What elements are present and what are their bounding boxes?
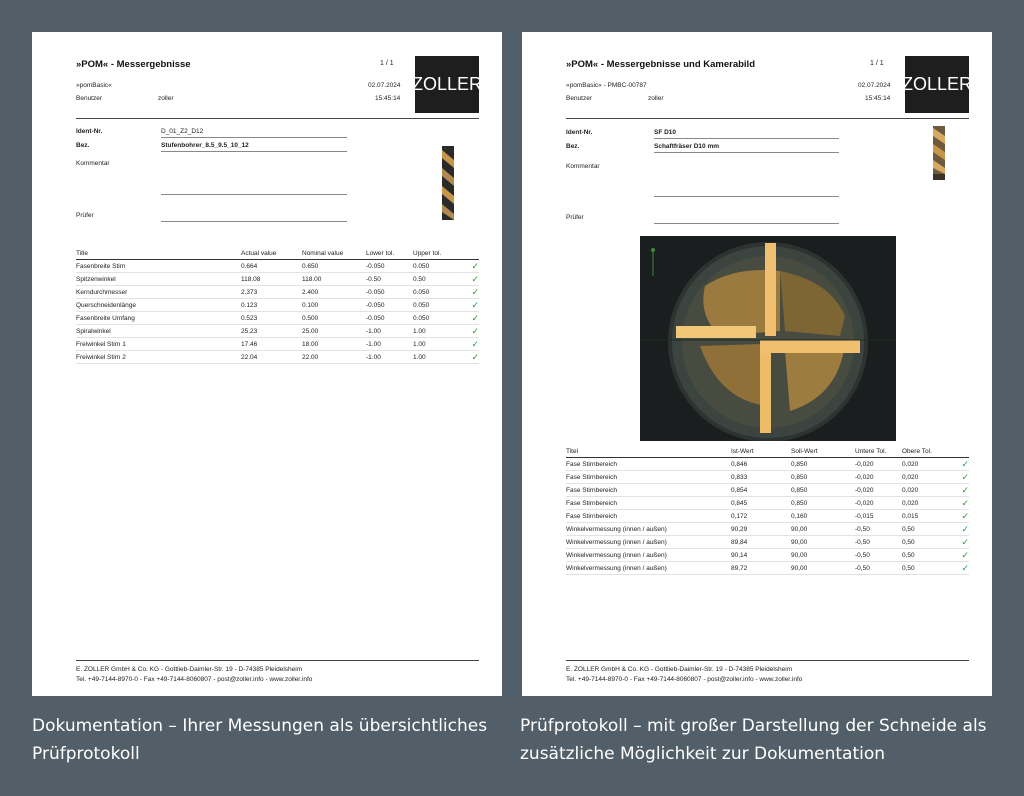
table-row (76, 351, 479, 364)
app-name: »pomBasic« - PMBC-00787 (566, 82, 647, 89)
check-icon: ✓ (463, 260, 479, 273)
cell-lower: -0,50 (855, 562, 902, 575)
page-number: 1 / 1 (380, 60, 394, 67)
col-lower: Untere Tol. (855, 446, 902, 458)
report-page-measurements (32, 32, 502, 696)
cell-upper: 0,50 (902, 536, 953, 549)
cell-nominal: 90,00 (791, 562, 855, 575)
check-icon: ✓ (953, 510, 969, 523)
check-icon: ✓ (953, 562, 969, 575)
cell-title: Freiwinkel Stirn 1 (76, 338, 241, 351)
cell-actual: 118.08 (241, 273, 302, 286)
cell-title: Winkelvermessung (innen / außen) (566, 562, 731, 575)
caption-left: Dokumentation – Ihrer Messungen als übersichtliches Prüfprotokoll (32, 716, 488, 764)
bez-value: Schaftfräser D10 mm (654, 143, 720, 150)
cell-upper: 0,020 (902, 497, 953, 510)
cell-title: Freiwinkel Stirn 2 (76, 351, 241, 364)
table-row (76, 286, 479, 299)
cell-nominal: 118.00 (302, 273, 366, 286)
cell-upper: 0.050 (413, 312, 463, 325)
col-actual: Actual value (241, 248, 302, 260)
cell-title: Fase Stirnbereich (566, 471, 731, 484)
cell-actual: 25.23 (241, 325, 302, 338)
check-icon: ✓ (953, 497, 969, 510)
cell-lower: -0,015 (855, 510, 902, 523)
check-icon: ✓ (463, 286, 479, 299)
kommentar-line (654, 196, 839, 197)
cell-lower: -1.00 (366, 351, 413, 364)
header-divider (76, 118, 479, 119)
user-label: Benutzer (76, 95, 103, 102)
cell-title: Fase Stirnbereich (566, 484, 731, 497)
cell-upper: 0,020 (902, 458, 953, 471)
table-row (566, 458, 969, 471)
table-row (566, 510, 969, 523)
cell-actual: 0.523 (241, 312, 302, 325)
cell-title: Winkelvermessung (innen / außen) (566, 549, 731, 562)
cell-title: Querschneidenlänge (76, 299, 241, 312)
cell-upper: 0.050 (413, 260, 463, 273)
bez-underline (654, 152, 839, 153)
page-number: 1 / 1 (870, 60, 884, 67)
check-icon: ✓ (953, 471, 969, 484)
cell-upper: 0.050 (413, 286, 463, 299)
table-row (76, 273, 479, 286)
cell-lower: -0,020 (855, 484, 902, 497)
user-value: zoller (648, 95, 664, 102)
table-row (76, 299, 479, 312)
cell-lower: -0,50 (855, 536, 902, 549)
ident-label: Ident-Nr. (566, 129, 593, 136)
cell-upper: 0.50 (413, 273, 463, 286)
check-icon: ✓ (463, 299, 479, 312)
table-header-row (76, 248, 479, 260)
cell-nominal: 0.500 (302, 312, 366, 325)
cell-title: Winkelvermessung (innen / außen) (566, 536, 731, 549)
footer-contact: Tel. +49-7144-8970-0 - Fax +49-7144-8060807 - post@zoller.info - www.zoller.info (76, 676, 313, 683)
report-time: 15:45:14 (375, 95, 401, 102)
cell-actual: 0,172 (731, 510, 791, 523)
table-row (76, 260, 479, 273)
zoller-logo: ZOLLER (415, 56, 479, 113)
check-icon: ✓ (953, 458, 969, 471)
report-title: »POM« - Messergebnisse und Kamerabild (566, 59, 756, 70)
check-icon: ✓ (463, 312, 479, 325)
check-icon: ✓ (953, 484, 969, 497)
cell-title: Fasenbreite Stirn (76, 260, 241, 273)
cell-nominal: 90,00 (791, 536, 855, 549)
footer-divider (76, 660, 479, 661)
cell-lower: -0,50 (855, 523, 902, 536)
cell-nominal: 0,850 (791, 497, 855, 510)
table-row (76, 312, 479, 325)
cell-upper: 0,015 (902, 510, 953, 523)
report-date: 02.07.2024 (858, 82, 891, 89)
user-label: Benutzer (566, 95, 593, 102)
col-lower: Lower tol. (366, 248, 413, 260)
zoller-logo: ZOLLER (905, 56, 969, 113)
cell-actual: 90,14 (731, 549, 791, 562)
user-value: zoller (158, 95, 174, 102)
cell-upper: 1.00 (413, 338, 463, 351)
kommentar-line (161, 194, 347, 195)
cell-title: Fase Stirnbereich (566, 510, 731, 523)
drill-tool-thumbnail (432, 146, 466, 220)
table-row (566, 471, 969, 484)
cell-lower: -0.050 (366, 286, 413, 299)
cell-actual: 0,833 (731, 471, 791, 484)
cell-lower: -0,020 (855, 458, 902, 471)
cell-title: Winkelvermessung (innen / außen) (566, 523, 731, 536)
footer-address: E. ZOLLER GmbH & Co. KG - Gottlieb-Daimler-Str. 19 - D-74385 Pleidelsheim (76, 666, 303, 673)
cell-lower: -0.050 (366, 260, 413, 273)
check-icon: ✓ (463, 273, 479, 286)
col-actual: Ist-Wert (731, 446, 791, 458)
cell-lower: -0,50 (855, 549, 902, 562)
cell-upper: 0,020 (902, 484, 953, 497)
table-row (566, 497, 969, 510)
ident-value: D_01_Z2_D12 (161, 128, 204, 135)
footer-contact: Tel. +49-7144-8970-0 - Fax +49-7144-8060807 - post@zoller.info - www.zoller.info (566, 676, 803, 683)
col-upper: Obere Tol. (902, 446, 953, 458)
pruefer-label: Prüfer (76, 212, 94, 219)
report-time: 15:45:14 (865, 95, 891, 102)
check-icon: ✓ (953, 549, 969, 562)
cell-upper: 0,50 (902, 549, 953, 562)
cell-actual: 0,846 (731, 458, 791, 471)
kommentar-label: Kommentar (76, 160, 110, 167)
measurement-table (566, 446, 969, 575)
cell-actual: 0,854 (731, 484, 791, 497)
cell-nominal: 0.100 (302, 299, 366, 312)
cell-nominal: 90,00 (791, 523, 855, 536)
pruefer-line (161, 221, 347, 222)
col-title: Title (76, 248, 241, 260)
caption-right: Prüfprotokoll – mit großer Darstellung der Schneide als zusätzliche Möglichkeit zur Dokumentation (520, 716, 987, 764)
table-row (76, 325, 479, 338)
check-icon: ✓ (953, 536, 969, 549)
report-date: 02.07.2024 (368, 82, 401, 89)
cell-nominal: 90,00 (791, 549, 855, 562)
cell-lower: -0,020 (855, 471, 902, 484)
cell-upper: 1.00 (413, 351, 463, 364)
table-row (566, 549, 969, 562)
table-header-row (566, 446, 969, 458)
endmill-tool-thumbnail (927, 126, 951, 180)
table-row (566, 523, 969, 536)
cell-lower: -0.050 (366, 312, 413, 325)
table-row (566, 484, 969, 497)
cell-upper: 1.00 (413, 325, 463, 338)
cell-actual: 0.664 (241, 260, 302, 273)
bez-value: Stufenbohrer_8.5_9.5_10_12 (161, 142, 249, 149)
ident-underline (161, 137, 347, 138)
pruefer-line (654, 223, 839, 224)
cell-nominal: 2.400 (302, 286, 366, 299)
header-divider (566, 118, 969, 119)
col-title: Titel (566, 446, 731, 458)
cell-nominal: 0,850 (791, 484, 855, 497)
cell-actual: 89,72 (731, 562, 791, 575)
cell-upper: 0,020 (902, 471, 953, 484)
cell-lower: -1.00 (366, 338, 413, 351)
cell-upper: 0,50 (902, 523, 953, 536)
cell-title: Fasenbreite Umfang (76, 312, 241, 325)
check-icon: ✓ (953, 523, 969, 536)
cell-actual: 17.46 (241, 338, 302, 351)
cell-upper: 0.050 (413, 299, 463, 312)
cell-nominal: 0,850 (791, 458, 855, 471)
report-page-camera (522, 32, 992, 696)
app-name: »pomBasic« (76, 82, 112, 89)
table-row (566, 562, 969, 575)
kommentar-label: Kommentar (566, 163, 600, 170)
cell-lower: -1.00 (366, 325, 413, 338)
cell-actual: 0.123 (241, 299, 302, 312)
cell-actual: 2.373 (241, 286, 302, 299)
cell-title: Kerndurchmesser (76, 286, 241, 299)
cell-lower: -0.050 (366, 299, 413, 312)
cell-lower: -0.50 (366, 273, 413, 286)
ident-value: SF D10 (654, 129, 677, 136)
cell-actual: 90,29 (731, 523, 791, 536)
cell-nominal: 22.00 (302, 351, 366, 364)
col-nominal: Nominal value (302, 248, 366, 260)
footer-address: E. ZOLLER GmbH & Co. KG - Gottlieb-Daimler-Str. 19 - D-74385 Pleidelsheim (566, 666, 793, 673)
ident-underline (654, 138, 839, 139)
check-icon: ✓ (463, 338, 479, 351)
cell-lower: -0,020 (855, 497, 902, 510)
cell-nominal: 18.00 (302, 338, 366, 351)
pruefer-label: Prüfer (566, 214, 584, 221)
bez-underline (161, 151, 347, 152)
cell-actual: 22.04 (241, 351, 302, 364)
footer-divider (566, 660, 969, 661)
cell-nominal: 0,160 (791, 510, 855, 523)
cell-title: Fase Stirnbereich (566, 497, 731, 510)
cell-title: Spitzenwinkel (76, 273, 241, 286)
camera-image (640, 236, 896, 441)
ident-label: Ident-Nr. (76, 128, 103, 135)
cell-title: Fase Stirnbereich (566, 458, 731, 471)
col-nominal: Soll-Wert (791, 446, 855, 458)
table-row (76, 338, 479, 351)
bez-label: Bez. (76, 142, 90, 149)
table-row (566, 536, 969, 549)
cell-actual: 89,84 (731, 536, 791, 549)
col-upper: Upper tol. (413, 248, 463, 260)
report-title: »POM« - Messergebnisse (76, 59, 191, 70)
cell-nominal: 0,850 (791, 471, 855, 484)
check-icon: ✓ (463, 351, 479, 364)
check-icon: ✓ (463, 325, 479, 338)
cell-nominal: 0.650 (302, 260, 366, 273)
cell-upper: 0,50 (902, 562, 953, 575)
cell-nominal: 25.00 (302, 325, 366, 338)
measurement-table (76, 248, 479, 364)
cell-actual: 0,845 (731, 497, 791, 510)
cell-title: Spiralwinkel (76, 325, 241, 338)
bez-label: Bez. (566, 143, 580, 150)
